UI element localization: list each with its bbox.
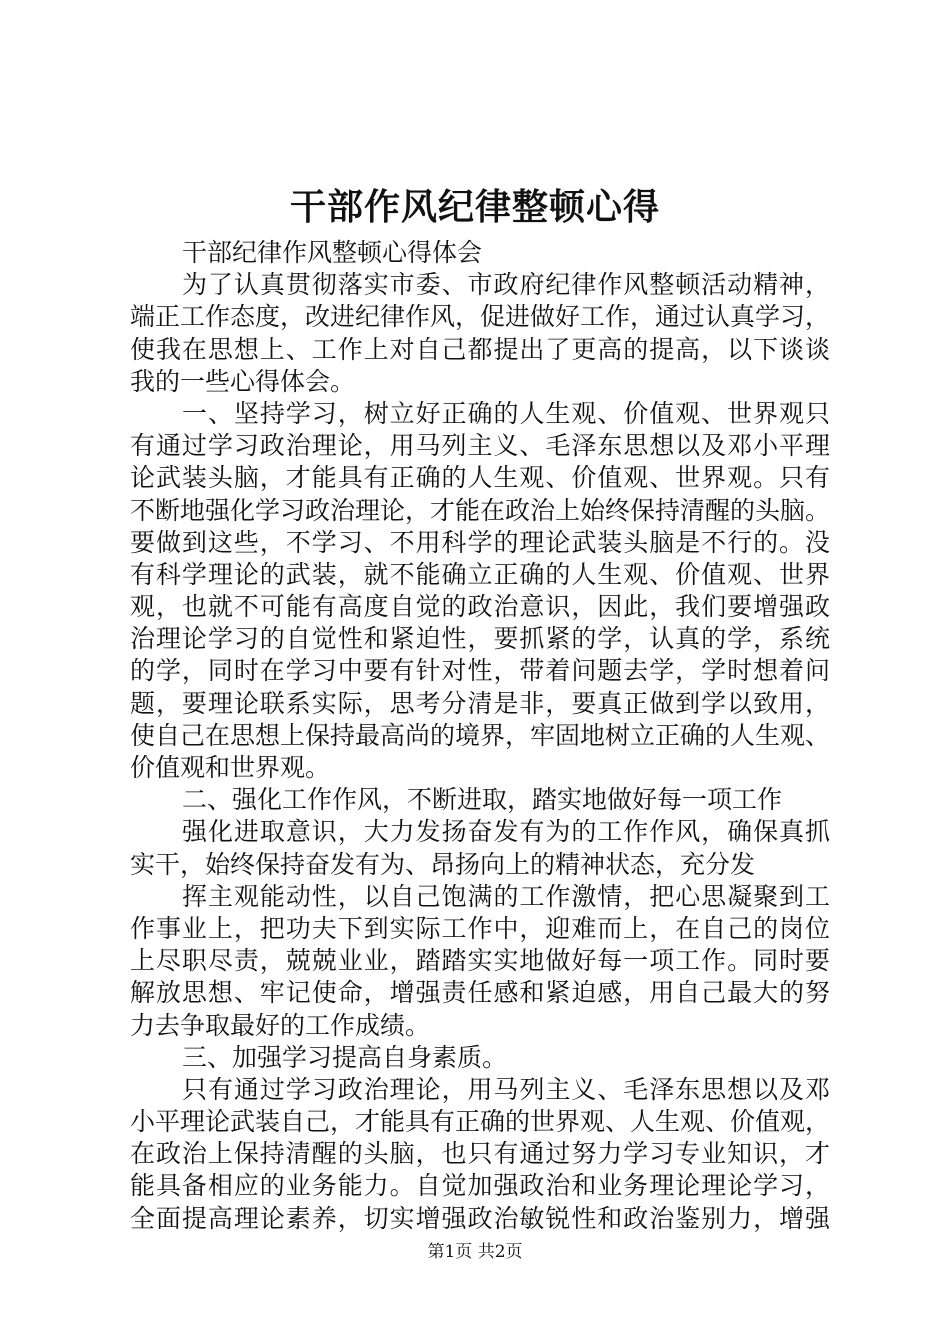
page-footer: 第1页 共2页 <box>427 1242 523 1262</box>
text-line: 在政治上保持清醒的头脑，也只有通过努力学习专业知识，才 <box>130 1139 830 1169</box>
text-line: 要做到这些，不学习、不用科学的理论武装头脑是不行的。没 <box>130 527 830 557</box>
text-line: 只有通过学习政治理论，用马列主义、毛泽东思想以及邓 <box>182 1074 830 1104</box>
text-line: 干部纪律作风整顿心得体会 <box>182 238 483 267</box>
text-line: 实干，始终保持奋发有为、昂扬向上的精神状态，充分发 <box>130 849 756 879</box>
text-line: 使我在思想上、工作上对自己都提出了更高的提高，以下谈谈 <box>130 334 830 364</box>
text-line: 小平理论武装自己，才能具有正确的世界观、人生观、价值观， <box>130 1107 831 1137</box>
text-line: 上尽职尽责，兢兢业业，踏踏实实地做好每一项工作。同时要 <box>130 946 830 976</box>
text-line: 全面提高理论素养，切实增强政治敏锐性和政治鉴别力，增强 <box>130 1203 830 1233</box>
text-line: 三、加强学习提高自身素质。 <box>182 1042 508 1072</box>
text-line: 强化进取意识，大力发扬奋发有为的工作作风，确保真抓 <box>182 817 830 847</box>
text-line: 不断地强化学习政治理论，才能在政治上始终保持清醒的头脑。 <box>130 495 831 525</box>
text-line: 我的一些心得体会。 <box>130 366 356 396</box>
text-line: 论武装头脑，才能具有正确的人生观、价值观、世界观。只有 <box>130 463 830 493</box>
text-line: 解放思想、牢记使命，增强责任感和紧迫感，用自己最大的努 <box>130 978 830 1008</box>
text-line: 能具备相应的业务能力。自觉加强政治和业务理论理论学习， <box>130 1171 830 1201</box>
text-line: 治理论学习的自觉性和紧迫性，要抓紧的学，认真的学，系统 <box>130 624 830 654</box>
document-title: 干部作风纪律整顿心得 <box>289 186 660 228</box>
text-line: 为了认真贯彻落实市委、市政府纪律作风整顿活动精神， <box>182 270 830 300</box>
text-line: 的学，同时在学习中要有针对性，带着问题去学，学时想着问 <box>130 656 830 686</box>
text-line: 观，也就不可能有高度自觉的政治意识，因此，我们要增强政 <box>130 592 830 622</box>
text-line: 力去争取最好的工作成绩。 <box>130 1010 431 1040</box>
text-line: 一、坚持学习，树立好正确的人生观、价值观、世界观只 <box>182 398 830 428</box>
text-line: 二、强化工作作风，不断进取，踏实地做好每一项工作 <box>182 785 783 815</box>
text-line: 价值观和世界观。 <box>130 753 331 782</box>
text-line: 挥主观能动性，以自己饱满的工作激情，把心思凝聚到工 <box>182 881 830 911</box>
text-line: 使自己在思想上保持最高尚的境界，牢固地树立正确的人生观、 <box>130 720 831 750</box>
text-line: 有科学理论的武装，就不能确立正确的人生观、价值观、世界 <box>130 559 830 589</box>
document-body <box>130 237 830 1235</box>
text-line: 题，要理论联系实际，思考分清是非，要真正做到学以致用， <box>130 688 830 718</box>
text-line: 端正工作态度，改进纪律作风，促进做好工作，通过认真学习， <box>130 302 831 332</box>
text-line: 有通过学习政治理论，用马列主义、毛泽东思想以及邓小平理 <box>130 431 830 461</box>
text-line: 作事业上，把功夫下到实际工作中，迎难而上，在自己的岗位 <box>130 913 830 943</box>
